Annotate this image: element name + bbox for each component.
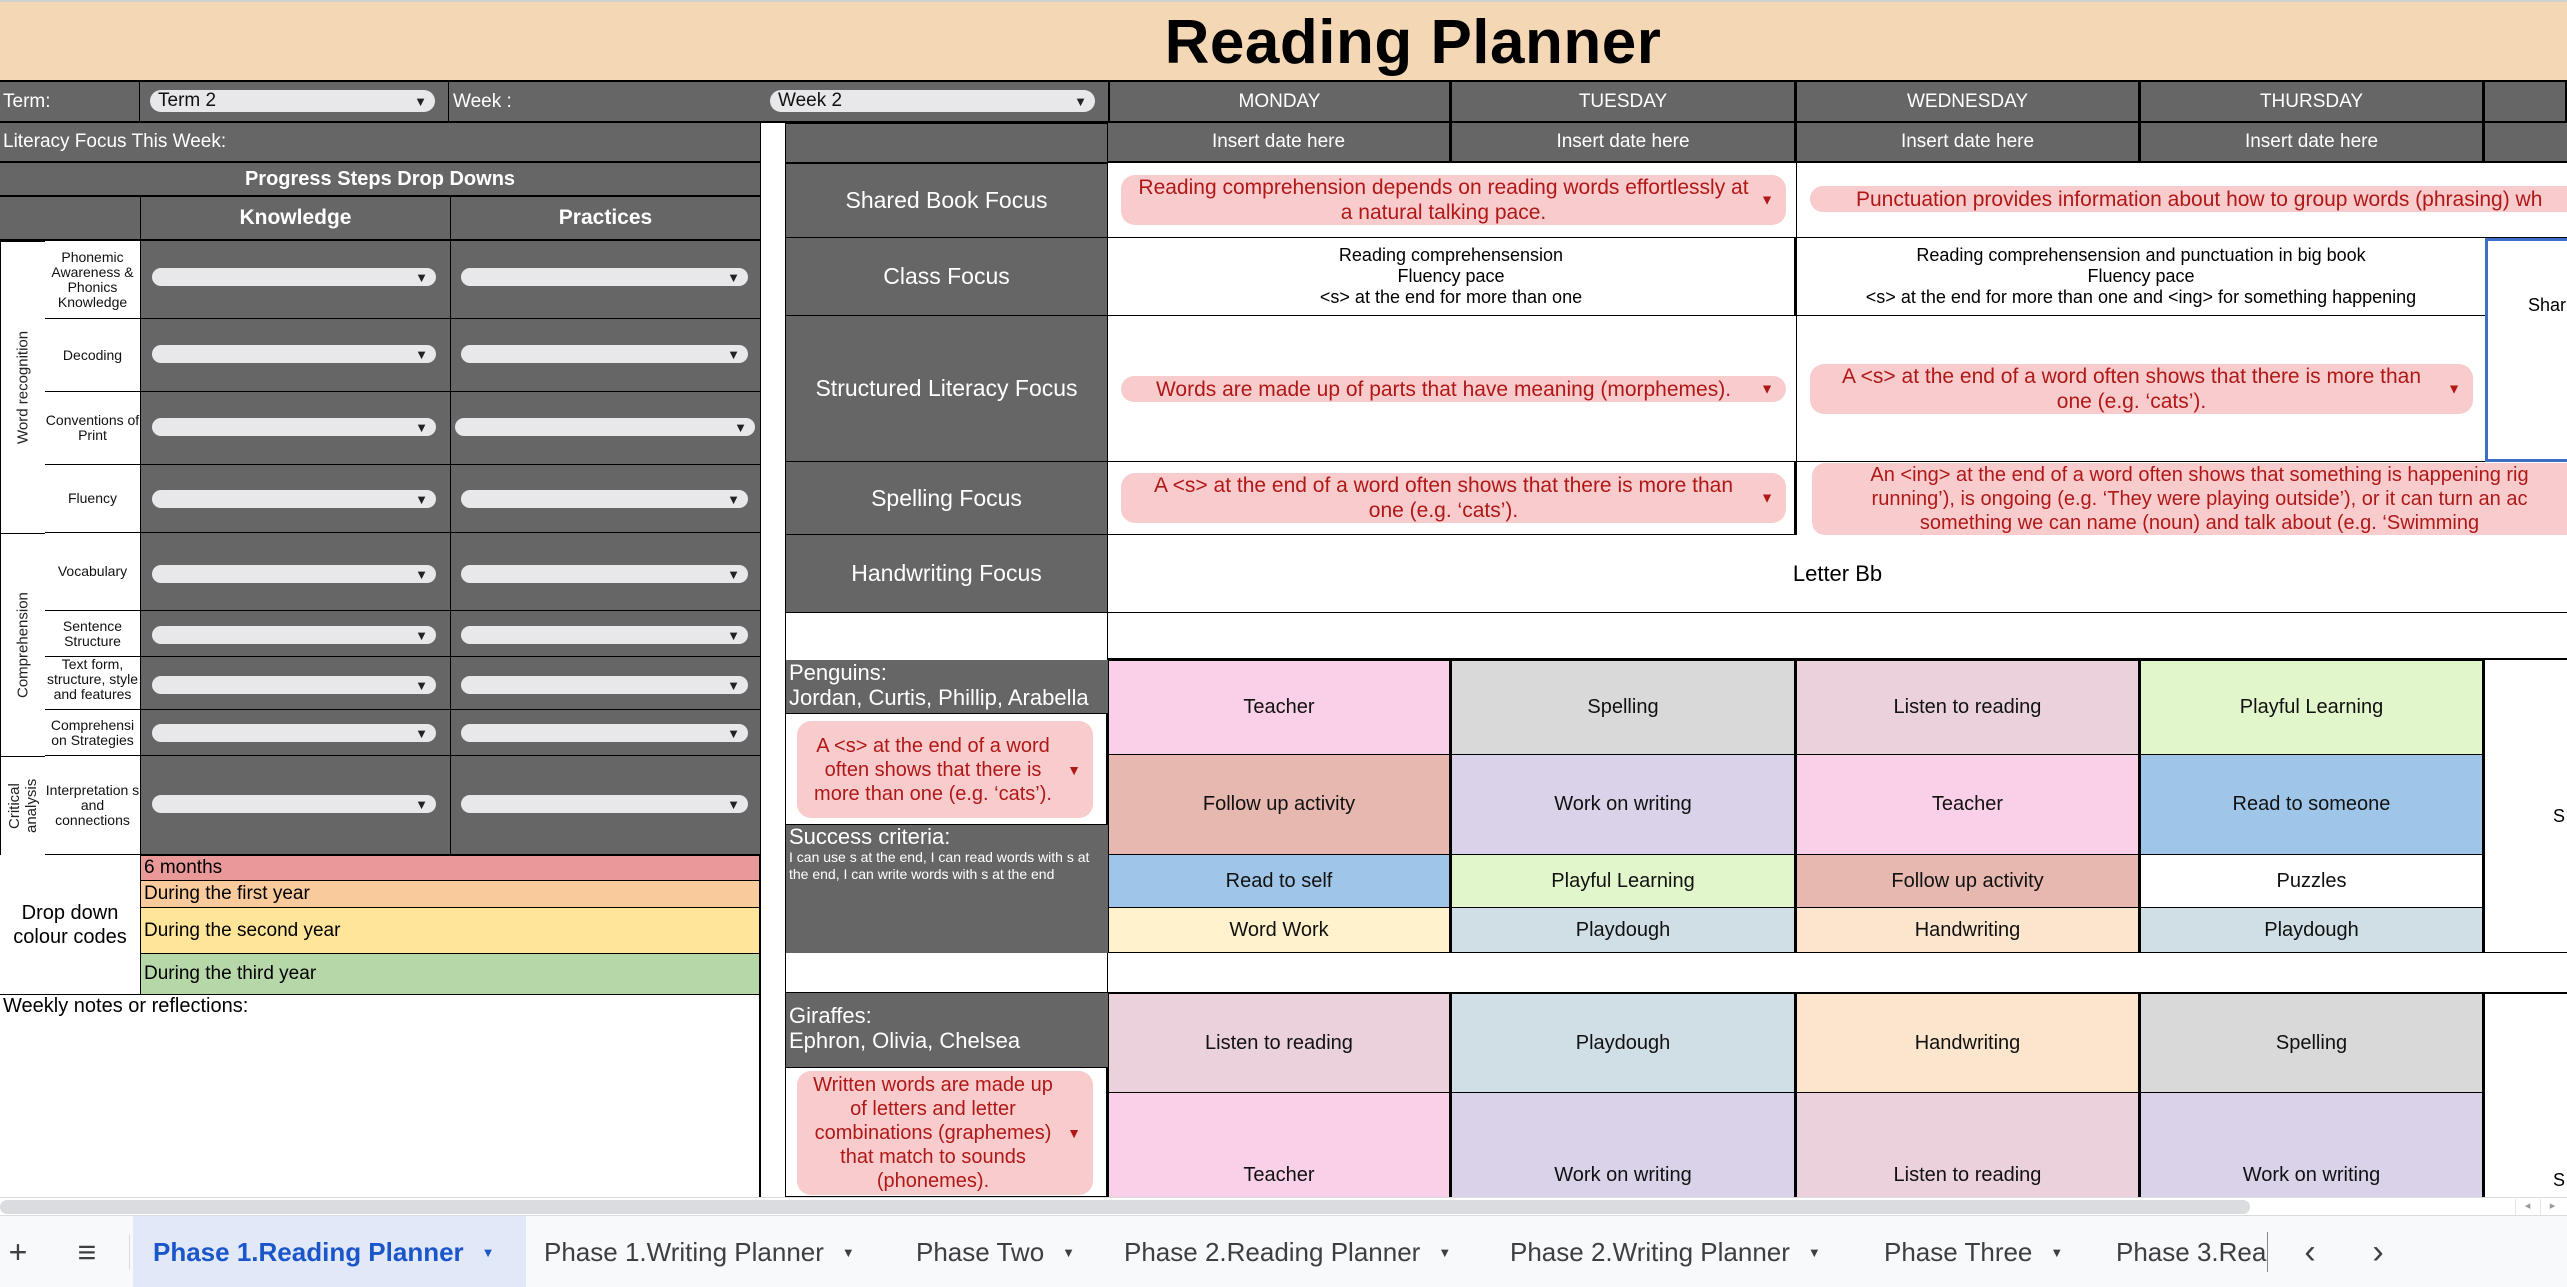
weekly-notes-label: Weekly notes or reflections: — [3, 995, 249, 1017]
scroll-tabs-right-button[interactable] — [2358, 1216, 2398, 1287]
chevron-right-icon: › — [2372, 1232, 2384, 1271]
day-header-wednesday: WEDNESDAY — [1797, 80, 2141, 123]
success-criteria-title: Success criteria: — [789, 824, 951, 849]
penguins-group-header — [785, 660, 1108, 713]
giraffes-activity[interactable]: Work on writing — [1452, 1093, 1797, 1197]
tab-label: Phase Two — [916, 1236, 1045, 1267]
knowledge-dropdown-conventions[interactable] — [152, 418, 436, 436]
penguins-activity[interactable]: Teacher — [1108, 660, 1452, 755]
group-members: Ephron, Olivia, Chelsea — [789, 1028, 1021, 1053]
penguins-activity[interactable]: Work on writing — [1452, 755, 1797, 855]
practices-dropdown-sentence-structure[interactable] — [461, 626, 748, 644]
row-label-text-form: Text form, structure, style and features — [45, 657, 140, 710]
giraffes-friday-partial[interactable] — [2485, 993, 2567, 1197]
structured-literacy-text: A <s> at the end of a word often shows that there is more than one (e.g. ‘cats’). — [1841, 365, 2422, 413]
chevron-left-icon: ‹ — [2304, 1232, 2316, 1271]
practices-dropdown-conventions[interactable] — [455, 418, 755, 436]
term-label: Term: — [0, 80, 140, 123]
tab-phase-1-reading-planner[interactable] — [133, 1216, 526, 1287]
shared-book-focus-text: Punctuation provides information about how to group words (phrasing) wh — [1856, 187, 2543, 211]
chevron-down-icon: ▼ — [415, 491, 428, 507]
giraffes-activity[interactable]: Listen to reading — [1797, 1093, 2141, 1197]
chevron-down-icon: ▼ — [1438, 1244, 1452, 1260]
giraffes-activity[interactable]: Playdough — [1452, 993, 1797, 1093]
chevron-down-icon: ▼ — [1067, 761, 1081, 778]
success-criteria-text: I can use s at the end, I can read words with s at the end, I can write words with s at the end — [789, 849, 1090, 882]
penguins-activity[interactable]: Read to someone — [2141, 755, 2485, 855]
term-value: Term 2 — [158, 90, 217, 111]
penguins-activity[interactable]: Word Work — [1108, 908, 1452, 953]
knowledge-dropdown-interpretations[interactable] — [152, 795, 436, 813]
date-thursday[interactable]: Insert date here — [2141, 123, 2485, 163]
chevron-down-icon: ▼ — [727, 566, 740, 582]
tab-phase-three[interactable] — [1868, 1216, 2079, 1287]
colour-code-second-year: During the second year — [140, 908, 760, 954]
tab-phase-two[interactable] — [900, 1216, 1091, 1287]
penguins-activity[interactable]: Playdough — [2141, 908, 2485, 953]
knowledge-dropdown-phonemic[interactable] — [152, 268, 436, 286]
week-value: Week 2 — [778, 90, 843, 111]
colour-code-6-months: 6 months — [140, 855, 760, 881]
chevron-down-icon: ▼ — [415, 346, 428, 362]
penguins-activity[interactable]: Listen to reading — [1797, 660, 2141, 755]
giraffes-activity[interactable]: Spelling — [2141, 993, 2485, 1093]
date-tuesday[interactable]: Insert date here — [1452, 123, 1797, 163]
tab-phase-1-writing-planner[interactable] — [528, 1216, 871, 1287]
structured-literacy-dropdown-mon-tue[interactable] — [1121, 376, 1786, 402]
chevron-down-icon: ▼ — [415, 566, 428, 582]
chevron-down-icon: ▼ — [1760, 489, 1774, 506]
giraffes-activity[interactable]: Work on writing — [2141, 1093, 2485, 1197]
group-title: Penguins: — [789, 660, 887, 685]
penguins-focus-text: A <s> at the end of a word often shows that there is more than one (e.g. ‘cats’). — [814, 734, 1052, 805]
group-title: Giraffes: — [789, 1003, 872, 1028]
plus-icon: + — [8, 1233, 28, 1270]
spelling-focus-dropdown-mon-tue[interactable] — [1121, 473, 1786, 523]
tab-divider — [129, 1234, 130, 1270]
friday-selected-cell[interactable] — [2485, 238, 2567, 462]
practices-dropdown-comprehension-strategies[interactable] — [461, 724, 748, 742]
knowledge-dropdown-decoding[interactable] — [152, 345, 436, 363]
practices-dropdown-text-form[interactable] — [461, 676, 748, 694]
chevron-down-icon: ▼ — [727, 627, 740, 643]
chevron-down-icon: ▼ — [415, 677, 428, 693]
tab-phase-2-writing-planner[interactable] — [1494, 1216, 1837, 1287]
chevron-down-icon: ▼ — [1807, 1244, 1821, 1260]
class-focus-line: <s> at the end for more than one — [1319, 287, 1583, 307]
class-focus-line: <s> at the end for more than one and <ing> for something happening — [1865, 287, 2417, 307]
penguins-activity[interactable]: Puzzles — [2141, 855, 2485, 908]
group-label-critical-analysis: Critical analysis — [0, 756, 45, 855]
row-label-interpretations: Interpretation s and connections — [45, 756, 140, 855]
chevron-down-icon: ▼ — [727, 677, 740, 693]
knowledge-dropdown-text-form[interactable] — [152, 676, 436, 694]
class-focus-line: Fluency pace — [2087, 266, 2195, 286]
penguins-activity[interactable]: Playful Learning — [2141, 660, 2485, 755]
shared-book-focus-text: Reading comprehension depends on reading words effortlessly at a natural talking pace. — [1138, 176, 1749, 224]
weekly-notes-area[interactable] — [0, 995, 760, 1197]
tab-label: Phase 2.Writing Planner — [1510, 1236, 1790, 1267]
date-friday-partial — [2485, 123, 2567, 163]
group-label-word-recognition: Word recognition — [0, 241, 45, 533]
row-label-comprehension-strategies: Comprehensi on Strategies — [45, 710, 140, 756]
row-label-conventions: Conventions of Print — [45, 392, 140, 465]
tab-phase-2-reading-planner[interactable] — [1108, 1216, 1467, 1287]
penguins-activity[interactable]: Spelling — [1452, 660, 1797, 755]
chevron-down-icon: ▼ — [1067, 1125, 1081, 1141]
knowledge-dropdown-fluency[interactable] — [152, 490, 436, 508]
friday-cell-text: S — [2552, 805, 2565, 826]
horizontal-scrollbar-thumb[interactable] — [0, 1200, 2250, 1214]
progress-heading: Progress Steps Drop Downs — [0, 163, 760, 197]
penguins-activity[interactable]: Read to self — [1108, 855, 1452, 908]
chevron-down-icon: ▼ — [727, 491, 740, 507]
giraffes-activity[interactable]: Teacher — [1108, 1093, 1452, 1197]
scroll-tabs-left-button[interactable] — [2290, 1216, 2330, 1287]
row-label-vocabulary: Vocabulary — [45, 533, 140, 611]
chevron-down-icon: ▼ — [415, 796, 428, 812]
practices-dropdown-phonemic[interactable] — [461, 268, 748, 286]
chevron-down-icon: ▼ — [1074, 93, 1087, 109]
date-row-label — [785, 123, 1108, 163]
row-label-phonemic: Phonemic Awareness & Phonics Knowledge — [45, 241, 140, 319]
giraffes-activity[interactable]: Listen to reading — [1108, 993, 1452, 1093]
week-label: Week : — [448, 80, 768, 123]
practices-dropdown-fluency[interactable] — [461, 490, 748, 508]
chevron-down-icon: ▼ — [1062, 1244, 1076, 1260]
scroll-right-small-icon[interactable]: ▸ — [2540, 1199, 2564, 1215]
tab-label: Phase 3.Rea — [2116, 1236, 2267, 1267]
row-label-decoding: Decoding — [45, 319, 140, 392]
chevron-down-icon: ▼ — [415, 419, 428, 435]
spacer-cell — [785, 613, 1108, 660]
spelling-focus-label: Spelling Focus — [785, 462, 1108, 535]
chevron-down-icon: ▼ — [841, 1244, 855, 1260]
page-title: Reading Planner — [1164, 7, 1662, 77]
date-wednesday[interactable]: Insert date here — [1797, 123, 2141, 163]
chevron-down-icon: ▼ — [734, 419, 747, 435]
knowledge-header: Knowledge — [140, 197, 450, 241]
handwriting-focus-label: Handwriting Focus — [785, 535, 1108, 613]
all-sheets-button[interactable] — [64, 1216, 110, 1287]
penguins-friday-partial[interactable] — [2485, 660, 2567, 953]
spelling-focus-text: A <s> at the end of a word often shows that there is more than one (e.g. ‘cats’). — [1153, 474, 1734, 522]
friday-cell-text: Shar — [2528, 294, 2567, 315]
tab-label: Phase 1.Writing Planner — [544, 1236, 824, 1267]
spelling-focus-dropdown-wed[interactable] — [1812, 463, 2567, 535]
practices-dropdown-interpretations[interactable] — [461, 795, 748, 813]
chevron-down-icon: ▼ — [727, 346, 740, 362]
day-header-monday: MONDAY — [1108, 80, 1452, 123]
scroll-left-small-icon[interactable]: ◂ — [2515, 1199, 2539, 1215]
spacer-cell — [1108, 953, 2567, 993]
class-focus-mon-tue[interactable] — [1108, 238, 1797, 316]
class-focus-line: Fluency pace — [1397, 266, 1505, 286]
giraffes-focus-dropdown[interactable] — [797, 1071, 1093, 1195]
add-sheet-button[interactable] — [0, 1216, 36, 1287]
handwriting-focus-value[interactable]: Letter Bb — [1108, 535, 2567, 613]
giraffes-focus-text: Written words are made up of letters and letter combinations (graphemes) that match to sounds (phonemes). — [813, 1074, 1053, 1192]
friday-cell-text: S — [2552, 1170, 2565, 1190]
class-focus-wed-thu[interactable] — [1797, 238, 2485, 316]
class-focus-label: Class Focus — [785, 238, 1108, 316]
chevron-down-icon: ▼ — [1760, 380, 1774, 397]
penguins-success-criteria — [785, 825, 1108, 953]
chevron-down-icon: ▼ — [727, 796, 740, 812]
chevron-down-icon: ▼ — [2050, 1244, 2064, 1260]
knowledge-dropdown-vocabulary[interactable] — [152, 565, 436, 583]
shared-book-focus-dropdown-mon-tue[interactable] — [1121, 175, 1786, 225]
chevron-down-icon: ▼ — [481, 1244, 495, 1260]
menu-icon: ≡ — [77, 1233, 97, 1270]
week-dropdown[interactable] — [770, 90, 1095, 112]
row-label-fluency: Fluency — [45, 465, 140, 533]
knowledge-dropdown-sentence-structure[interactable] — [152, 626, 436, 644]
title-band — [0, 0, 2567, 80]
day-header-tuesday: TUESDAY — [1452, 80, 1797, 123]
practices-dropdown-decoding[interactable] — [461, 345, 748, 363]
giraffes-activity[interactable]: Handwriting — [1797, 993, 2141, 1093]
class-focus-line: Reading comprehensension and punctuation in big book — [1916, 245, 2366, 265]
spacer-cell — [785, 953, 1108, 993]
colour-code-first-year: During the first year — [140, 881, 760, 908]
chevron-down-icon: ▼ — [727, 725, 740, 741]
penguins-activity[interactable]: Playful Learning — [1452, 855, 1797, 908]
panel-gap — [760, 123, 785, 1197]
horizontal-scrollbar-track[interactable] — [0, 1197, 2567, 1215]
group-members: Jordan, Curtis, Phillip, Arabella — [789, 685, 1089, 710]
chevron-down-icon: ▼ — [414, 93, 427, 109]
tab-label: Phase 2.Reading Planner — [1124, 1236, 1421, 1267]
chevron-down-icon: ▼ — [1760, 191, 1774, 208]
structured-literacy-focus-label: Structured Literacy Focus — [785, 316, 1108, 462]
shared-book-focus-dropdown-wed[interactable] — [1810, 186, 2567, 212]
chevron-down-icon: ▼ — [415, 269, 428, 285]
sheet-tabs-bar — [0, 1215, 2567, 1287]
progress-header-spacer — [0, 197, 140, 241]
tab-phase-3-reading-partial[interactable] — [2100, 1232, 2268, 1272]
spacer-cell — [1108, 613, 2567, 660]
practices-dropdown-vocabulary[interactable] — [461, 565, 748, 583]
practices-header: Practices — [450, 197, 760, 241]
row-label-sentence-structure: Sentence Structure — [45, 611, 140, 657]
day-header-friday-partial — [2485, 80, 2567, 123]
chevron-down-icon: ▼ — [415, 725, 428, 741]
penguins-activity[interactable]: Handwriting — [1797, 908, 2141, 953]
term-dropdown[interactable] — [150, 90, 435, 112]
penguins-focus-dropdown[interactable] — [797, 721, 1093, 818]
tab-label: Phase 1.Reading Planner — [153, 1236, 464, 1267]
giraffes-group-header — [785, 993, 1108, 1067]
day-header-thursday: THURSDAY — [2141, 80, 2485, 123]
chevron-down-icon: ▼ — [415, 627, 428, 643]
colour-code-third-year: During the third year — [140, 954, 760, 995]
knowledge-dropdown-comprehension-strategies[interactable] — [152, 724, 436, 742]
column-divider — [450, 241, 451, 855]
chevron-down-icon: ▼ — [727, 269, 740, 285]
colour-codes-label: Drop down colour codes — [0, 855, 140, 995]
group-label-comprehension: Comprehension — [0, 533, 45, 756]
chevron-down-icon: ▼ — [2447, 380, 2461, 397]
literacy-focus-label: Literacy Focus This Week: — [0, 123, 760, 163]
tab-label: Phase Three — [1884, 1236, 2033, 1267]
penguins-activity[interactable]: Follow up activity — [1108, 755, 1452, 855]
penguins-activity[interactable]: Playdough — [1452, 908, 1797, 953]
penguins-activity[interactable]: Follow up activity — [1797, 855, 2141, 908]
structured-literacy-text: Words are made up of parts that have meaning (morphemes). — [1155, 377, 1732, 401]
shared-book-focus-label: Shared Book Focus — [785, 163, 1108, 238]
structured-literacy-dropdown-wed-thu[interactable] — [1810, 364, 2473, 414]
spelling-focus-text: An <ing> at the end of a word often shows that something is happening rig running’), is ongoing (e.g. ‘They were playing outside’), or it can turn an ac something we can name (noun) and talk about (e.g. ‘Swimming — [1870, 464, 2529, 534]
date-monday[interactable]: Insert date here — [1108, 123, 1452, 163]
penguins-activity[interactable]: Teacher — [1797, 755, 2141, 855]
class-focus-line: Reading comprehensension — [1338, 245, 1564, 265]
